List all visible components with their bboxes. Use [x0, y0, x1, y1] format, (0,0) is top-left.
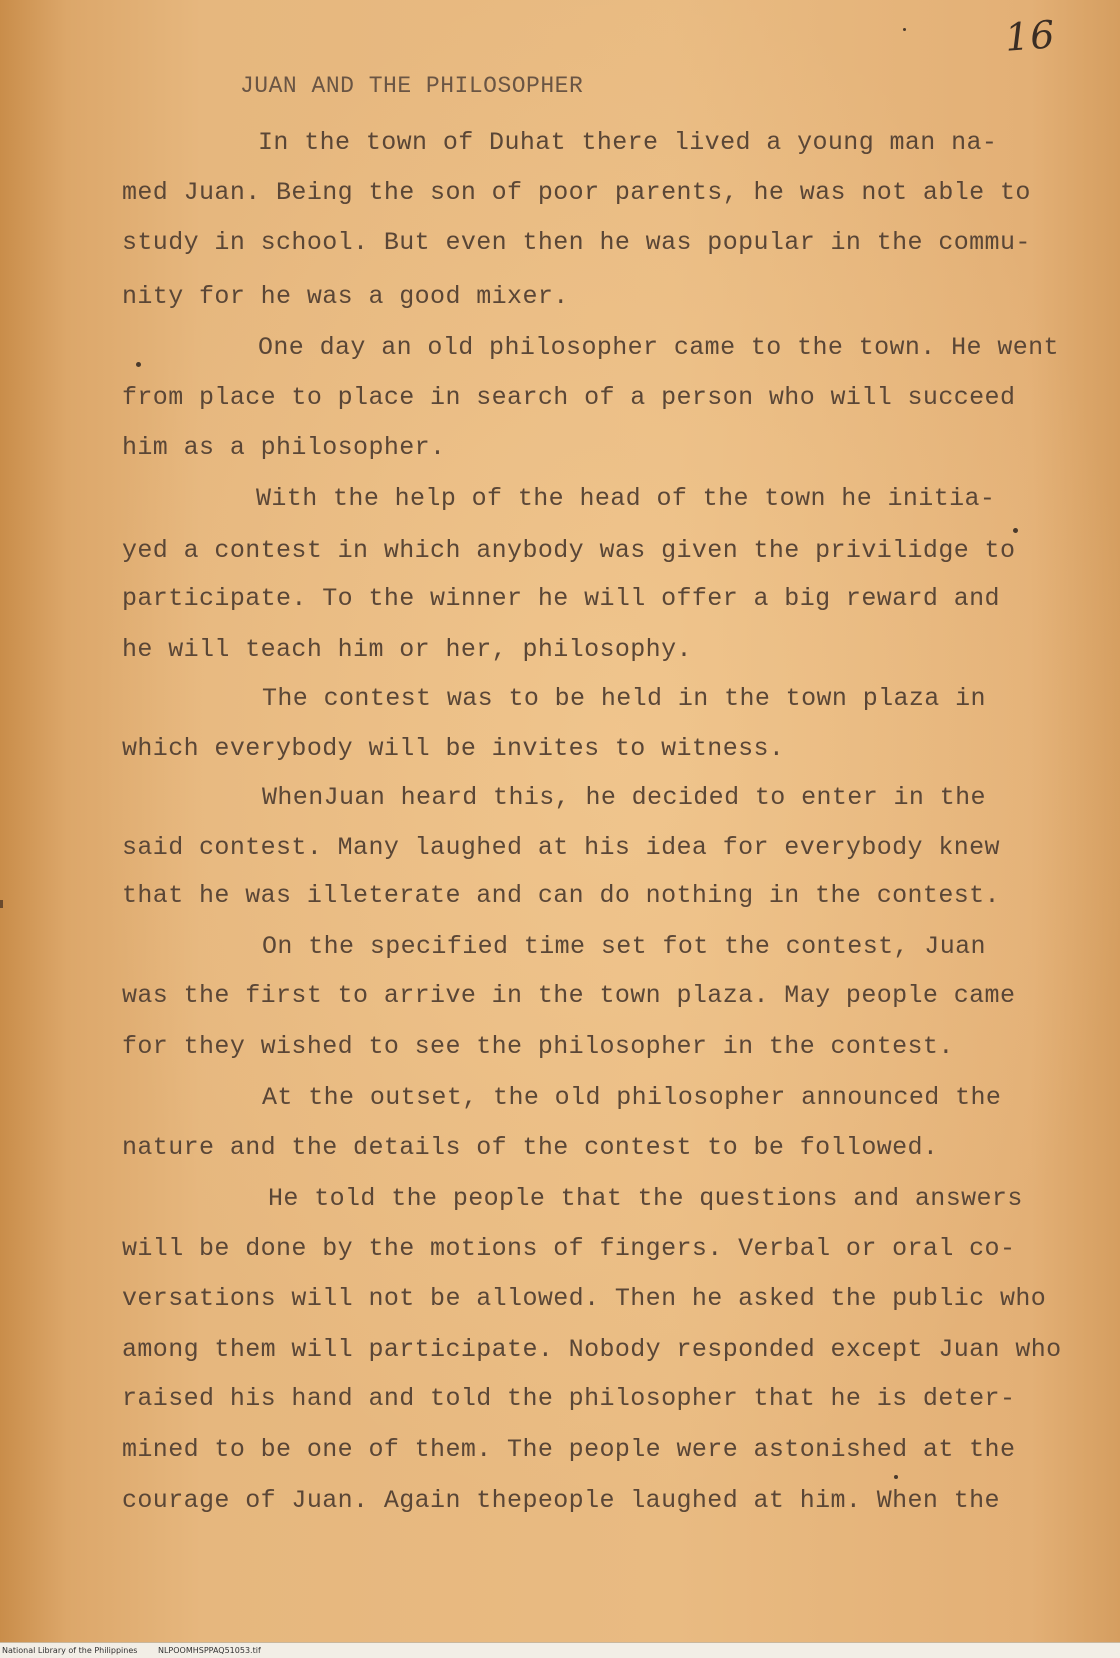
- text-line: him as a philosopher.: [122, 433, 446, 462]
- text-line: for they wished to see the philosopher in the contest.: [122, 1032, 954, 1061]
- text-line: WhenJuan heard this, he decided to enter in the: [262, 783, 986, 812]
- text-line: was the first to arrive in the town plaza. May people came: [122, 981, 1016, 1010]
- paper-speck: [894, 1475, 898, 1479]
- text-line: yed a contest in which anybody was given the privilidge to: [122, 536, 1016, 565]
- paper-speck: [903, 28, 906, 31]
- text-line: said contest. Many laughed at his idea for everybody knew: [122, 833, 1000, 862]
- text-line: With the help of the head of the town he initia-: [256, 484, 996, 513]
- text-line: versations will not be allowed. Then he asked the public who: [122, 1284, 1047, 1313]
- text-line: raised his hand and told the philosopher that he is deter-: [122, 1384, 1016, 1413]
- text-line: which everybody will be invites to witness.: [122, 734, 785, 763]
- text-line: mined to be one of them. The people were astonished at the: [122, 1435, 1016, 1464]
- text-line: courage of Juan. Again thepeople laughed at him. When the: [122, 1486, 1000, 1515]
- text-line: med Juan. Being the son of poor parents, he was not able to: [122, 178, 1031, 207]
- text-line: In the town of Duhat there lived a young man na-: [258, 128, 998, 157]
- text-line: On the specified time set fot the contest, Juan: [262, 932, 986, 961]
- text-line: he will teach him or her, philosophy.: [122, 635, 692, 664]
- text-line: nity for he was a good mixer.: [122, 282, 569, 311]
- edge-mark: [0, 900, 3, 908]
- text-line: At the outset, the old philosopher announced the: [262, 1083, 1002, 1112]
- paper-speck: [1013, 528, 1018, 533]
- text-line: among them will participate. Nobody responded except Juan who: [122, 1335, 1062, 1364]
- paper-speck: [136, 362, 141, 367]
- text-line: nature and the details of the contest to be followed.: [122, 1133, 939, 1162]
- document-title: JUAN AND THE PHILOSOPHER: [240, 73, 584, 99]
- text-line: One day an old philosopher came to the town. He went: [258, 333, 1059, 362]
- text-line: participate. To the winner he will offer a big reward and: [122, 584, 1000, 613]
- text-line: from place to place in search of a person who will succeed: [122, 383, 1016, 412]
- text-line: The contest was to be held in the town plaza in: [262, 684, 986, 713]
- footer-file-id: NLPOOMHSPPAQ51053.tif: [157, 1646, 261, 1655]
- text-line: study in school. But even then he was popular in the commu-: [122, 228, 1031, 257]
- footer-institution: National Library of the Philippines: [2, 1646, 138, 1655]
- text-line: He told the people that the questions and answers: [268, 1184, 1023, 1213]
- scan-footer: [0, 1642, 1120, 1658]
- page-number: 16: [1003, 12, 1057, 60]
- text-line: that he was illeterate and can do nothing in the contest.: [122, 881, 1000, 910]
- text-line: will be done by the motions of fingers. Verbal or oral co-: [122, 1234, 1016, 1263]
